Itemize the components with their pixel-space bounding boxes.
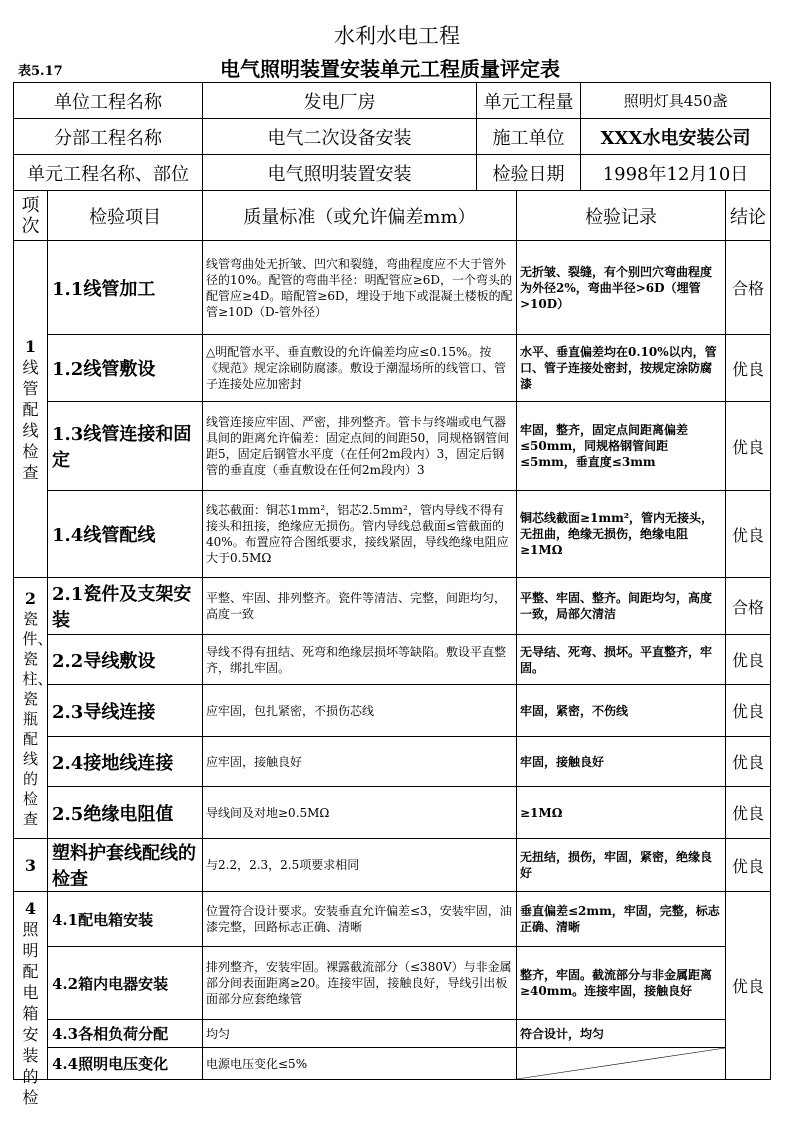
item-text: 线管连接和固定: [52, 424, 192, 471]
item-record: 符合设计，均匀: [517, 1020, 726, 1048]
table-row: [14, 1020, 771, 1048]
table-number: 表5.17: [18, 64, 63, 79]
item-text: 瓷件及支架安装: [52, 584, 192, 631]
item-text: 塑料护套线配线的检查: [52, 843, 196, 890]
item-result: 优良: [726, 787, 771, 839]
section-2-label: [14, 578, 53, 839]
item-num: 2.4: [52, 752, 84, 774]
section-name: 瓷件、瓷柱、瓷瓶配线的检查: [22, 609, 53, 828]
item-num: 1.4: [52, 525, 84, 546]
item-standard: 平整、牢固、排列整齐。瓷件等清洁、完整，间距均匀，高度一致: [203, 578, 517, 635]
item-name: [48, 1048, 203, 1080]
item-text: 线管配线: [83, 525, 156, 546]
unit-project-value: 发电厂房: [203, 83, 477, 119]
section-3-label: 3: [14, 839, 48, 892]
item-record: 无导结、死弯、损坏。平直整齐，牢固。: [517, 635, 726, 685]
diagonal-line: [517, 1048, 725, 1079]
item-result: 优良: [726, 839, 771, 892]
item-standard: 导线间及对地≥0.5MΩ: [203, 787, 517, 839]
item-record: 牢固，接触良好: [517, 737, 726, 787]
section-4-label: [14, 892, 48, 1107]
item-name: [48, 892, 203, 947]
item-record-blank: [517, 1048, 726, 1080]
table-row: [14, 491, 771, 578]
item-standard: 均匀: [203, 1020, 517, 1048]
section-name: 线管配线检查: [22, 357, 39, 482]
item-text: 导线连接: [83, 701, 156, 723]
item-record: 垂直偏差≤2mm，牢固，完整，标志正确、清晰: [517, 892, 726, 947]
column-header-row: [14, 191, 771, 241]
item-standard: △明配管水平、垂直敷设的允许偏差均应≤0.15%。按《规范》规定涂刷防腐漆。敷设于潮湿场所的线管口、管子连接处应加密封: [203, 335, 517, 402]
item-name: [48, 635, 203, 685]
col-item: 检验项目: [48, 191, 203, 241]
item-name: [48, 491, 203, 578]
section-1-label: [14, 241, 48, 578]
col-seq: [14, 191, 48, 241]
table-row: [14, 335, 771, 402]
item-name: [48, 839, 203, 892]
sub-project-label: 分部工程名称: [14, 119, 203, 155]
table-row: [14, 635, 771, 685]
item-standard: 与2.2，2.3，2.5项要求相同: [203, 839, 517, 892]
item-name: [48, 787, 203, 839]
col-standard: 质量标准（或允许偏差mm）: [203, 191, 517, 241]
item-standard: 应牢固，接触良好: [203, 737, 517, 787]
unit-project-label: 单位工程名称: [14, 83, 203, 119]
date-value: 1998年12月10日: [581, 155, 771, 191]
item-num: 1.1: [52, 278, 84, 300]
item-standard: 导线不得有扭结、死弯和绝缘层损坏等缺陷。敷设平直整齐，绑扎牢固。: [203, 635, 517, 685]
item-result: 优良: [726, 635, 771, 685]
item-name: [48, 947, 203, 1020]
item-name: [48, 685, 203, 737]
item-standard: 电源电压变化≤5%: [203, 1048, 517, 1080]
item-result: 合格: [726, 578, 771, 635]
item-num: 2.5: [52, 803, 84, 825]
item-text: 配电箱安装: [78, 910, 154, 929]
col-seq-text: 项次: [21, 194, 40, 237]
item-num: 4.1: [52, 910, 79, 929]
item-standard: 线管弯曲处无折皱、凹穴和裂缝，弯曲程度应不大于管外径的10%。配管的弯曲半径：明配管应≥6D，一个弯头的配管应≥4D。暗配管≥6D，埋设于地下或混凝土楼板的配管≥10D（D-管外径）: [203, 241, 517, 335]
contractor-value: XXX水电安装公司: [581, 119, 771, 155]
item-text: 导线敷设: [83, 650, 156, 672]
element-label: 单元工程名称、部位: [14, 155, 203, 191]
item-num: 1.3: [52, 424, 84, 445]
section-num: 4: [24, 899, 37, 918]
item-result: 优良: [726, 491, 771, 578]
item-record: 铜芯线截面≥1mm²，管内无接头，无扭曲，绝缘无损伤，绝缘电阻≥1MΩ: [517, 491, 726, 578]
item-text: 箱内电器安装: [78, 974, 169, 993]
item-record: 无折皱、裂缝，有个别凹穴弯曲程度为外径2%，弯曲半径>6D（埋管>10D）: [517, 241, 726, 335]
item-result: 优良: [726, 685, 771, 737]
table-row: [14, 947, 771, 1020]
main-title: 水利水电工程: [334, 24, 460, 48]
table-row: [14, 241, 771, 335]
table-row: [14, 578, 771, 635]
info-row-2: [14, 119, 771, 155]
date-label: 检验日期: [477, 155, 581, 191]
item-num: 2.1: [52, 584, 84, 605]
item-text: 线管敷设: [83, 359, 156, 380]
item-num: 2.2: [52, 650, 84, 672]
item-record: 平整、牢固、整齐。间距均匀，高度一致，局部欠清洁: [517, 578, 726, 635]
section-name: 照明配电箱安装的检: [22, 920, 39, 1107]
item-record: 水平、垂直偏差均在0.10%以内，管口、管子连接处密封，按规定涂防腐漆: [517, 335, 726, 402]
sub-project-value: 电气二次设备安装: [203, 119, 477, 155]
item-record: ≥1MΩ: [517, 787, 726, 839]
unit-quantity-label: 单元工程量: [477, 83, 581, 119]
item-record: 牢固，紧密，不伤线: [517, 685, 726, 737]
item-record: 牢固，整齐，固定点间距离偏差≤50mm，同规格钢管间距≤5mm，垂直度≤3mm: [517, 402, 726, 491]
form-title: 电气照明装置安装单元工程质量评定表: [220, 57, 560, 81]
item-standard: 应牢固，包扎紧密，不损伤芯线: [203, 685, 517, 737]
item-name: [48, 241, 203, 335]
item-num: 4.3: [52, 1025, 79, 1043]
table-row: [14, 1048, 771, 1080]
item-num: 4.4: [52, 1055, 79, 1073]
section-4-result: 优良: [726, 892, 771, 1080]
table-row: [14, 839, 771, 892]
item-standard: 位置符合设计要求。安装垂直允许偏差≤3，安装牢固，油漆完整，回路标志正确、清晰: [203, 892, 517, 947]
item-standard: 线管连接应牢固、严密，排列整齐。管卡与终端或电气器具间的距离允许偏差：固定点间的间距50，同规格钢管间距5，固定后钢管水平度（在任何2m段内）3，固定后钢管的垂直度（垂直敷设在任何2m段内）3: [203, 402, 517, 491]
info-row-1: [14, 83, 771, 119]
table-row: [14, 737, 771, 787]
item-name: [48, 737, 203, 787]
info-row-3: [14, 155, 771, 191]
item-name: [48, 1020, 203, 1048]
item-standard: 线芯截面：铜芯1mm²，铝芯2.5mm²，管内导线不得有接头和扭接，绝缘应无损伤。管内导线总截面≤管截面的40%。布置应符合图纸要求，接线紧固，导线绝缘电阻应大于0.5MΩ: [203, 491, 517, 578]
item-result: 优良: [726, 402, 771, 491]
col-result: 结论: [726, 191, 771, 241]
item-record: 无扭结，损伤，牢固，紧密，绝缘良好: [517, 839, 726, 892]
unit-quantity-value: 照明灯具450盏: [581, 83, 771, 119]
item-num: 1.2: [52, 359, 84, 380]
col-record: 检验记录: [517, 191, 726, 241]
element-value: 电气照明装置安装: [203, 155, 477, 191]
item-name: [48, 335, 203, 402]
item-text: 线管加工: [83, 278, 156, 300]
item-result: 优良: [726, 335, 771, 402]
item-result: 合格: [726, 241, 771, 335]
table-row: [14, 892, 771, 947]
section-num: 2: [24, 588, 37, 608]
item-text: 绝缘电阻值: [83, 803, 174, 825]
item-standard: 排列整齐，安装牢固。裸露截流部分（≤380V）与非金属部分间表面距离≥20。连接牢固，接触良好，导线引出板面部分应套绝缘管: [203, 947, 517, 1020]
item-text: 接地线连接: [83, 752, 174, 774]
item-text: 各相负荷分配: [78, 1025, 169, 1043]
item-record: 整齐，牢固。截流部分与非金属距离≥40mm。连接牢固，接触良好: [517, 947, 726, 1020]
contractor-label: 施工单位: [477, 119, 581, 155]
item-result: 优良: [726, 737, 771, 787]
section-num: 1: [24, 336, 37, 356]
table-row: [14, 685, 771, 737]
item-num: 2.3: [52, 701, 84, 723]
item-name: [48, 402, 203, 491]
item-text: 照明电压变化: [78, 1055, 169, 1073]
table-row: [14, 402, 771, 491]
item-name: [48, 578, 203, 635]
item-num: 4.2: [52, 974, 79, 993]
evaluation-table: [13, 82, 771, 1107]
table-row: [14, 787, 771, 839]
